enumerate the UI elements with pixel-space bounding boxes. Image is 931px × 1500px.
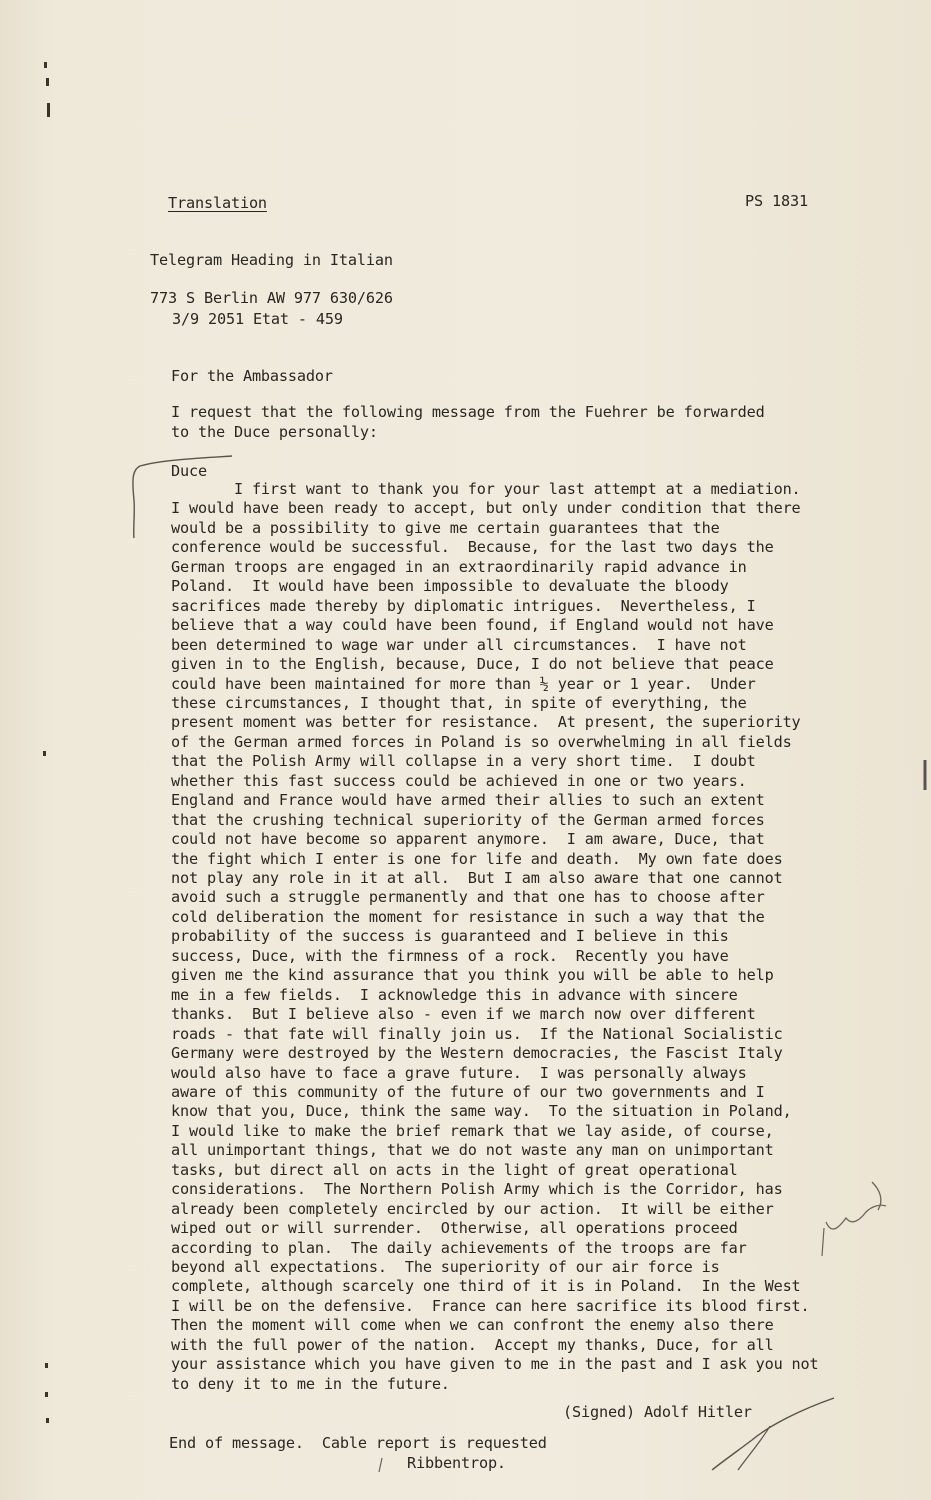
body-line: with the full power of the nation. Accept my thanks, Duce, for all — [171, 1335, 774, 1354]
signature-stroke-2 — [738, 1426, 770, 1470]
body-line: Poland. It would have been impossible to devaluate the bloody — [171, 577, 729, 596]
body-line: according to plan. The daily achievements of the troops are far — [171, 1238, 747, 1257]
body-line: German troops are engaged in an extraordinarily rapid advance in — [171, 557, 747, 576]
body-line: complete, although scarcely one third of it is in Poland. In the West — [171, 1277, 801, 1296]
margin-tick — [822, 1228, 824, 1256]
body-line: beyond all expectations. The superiority of our air force is — [171, 1258, 720, 1276]
body-line: present moment was better for resistance. At present, the superiority — [171, 713, 801, 732]
body-line: given me the kind assurance that you think you will be able to help — [171, 966, 774, 985]
body-line: probability of the success is guaranteed and I believe in this — [171, 927, 729, 946]
salutation: Duce — [171, 462, 207, 480]
body-line: could not have become so apparent anymore. I am aware, Duce, that — [171, 830, 765, 849]
telegram-line-2: 3/9 2051 Etat - 459 — [172, 310, 343, 328]
body-line: know that you, Duce, think the same way. To the situation in Poland, — [171, 1102, 792, 1121]
body-line: all unimportant things, that we do not waste any man on unimportant — [171, 1141, 774, 1160]
closing-line-2: Ribbentrop. — [407, 1454, 506, 1472]
body-line: been determined to wage war under all circumstances. I have not — [171, 635, 747, 654]
body-line: roads - that fate will finally join us. If the National Socialistic — [171, 1024, 783, 1043]
body-line: would be a possibility to give me certain guarantees that the — [171, 518, 720, 537]
body-line: Germany were destroyed by the Western democracies, the Fascist Italy — [171, 1044, 783, 1063]
body-line: these circumstances, I thought that, in spite of everything, the — [171, 693, 747, 712]
body-line: wiped out or will surrender. Otherwise, all operations proceed — [171, 1219, 738, 1238]
body-line: aware of this community of the future of our two governments and I — [171, 1082, 765, 1101]
closing-line-1: End of message. Cable report is requested — [169, 1434, 547, 1452]
body-line: sacrifices made thereby by diplomatic intrigues. Nevertheless, I — [171, 596, 756, 615]
body-line: cold deliberation the moment for resistance in such a way that the — [171, 907, 765, 926]
body-line: would also have to face a grave future. I was personally always — [171, 1063, 747, 1082]
body-line: conference would be successful. Because, for the last two days the — [171, 538, 774, 557]
body-line: that the Polish Army will collapse in a very short time. I doubt — [171, 752, 756, 771]
body-line: Then the moment will come when we can confront the enemy also there — [171, 1316, 774, 1335]
body-line: the fight which I enter is one for life and death. My own fate does — [171, 849, 783, 868]
body-line: of the German armed forces in Poland is so overwhelming in all fields — [171, 732, 792, 751]
body-line: tasks, but direct all on acts in the light of great operational — [171, 1160, 738, 1179]
body-line: avoid such a struggle permanently and that one has to choose after — [171, 888, 765, 907]
body-line: given in to the English, because, Duce, I do not believe that peace — [171, 655, 774, 674]
request-line-1: I request that the following message from the Fuehrer be forwarded — [171, 403, 765, 421]
body-line: whether this fast success could be achieved in one or two years. — [171, 771, 747, 790]
addressee: For the Ambassador — [171, 367, 333, 385]
body-line: success, Duce, with the firmness of a rock. Recently you have — [171, 946, 729, 965]
body-line: I would like to make the brief remark that we lay aside, of course, — [171, 1121, 774, 1140]
signature-stroke — [712, 1398, 834, 1470]
closing-tick — [379, 1458, 382, 1472]
body-line: England and France would have armed their allies to such an extent — [171, 791, 765, 810]
body-line: to deny it to me in the future. — [171, 1374, 450, 1393]
body-line: I will be on the defensive. France can here sacrifice its blood first. — [171, 1296, 810, 1315]
body-line: not play any role in it at all. But I am also aware that one cannot — [171, 869, 783, 887]
body-line: I first want to thank you for your last attempt at a mediation. — [171, 480, 801, 498]
body-line: I would have been ready to accept, but only under condition that there — [171, 499, 801, 518]
margin-scribble — [826, 1182, 886, 1229]
body-line: believe that a way could have been found, if England would not have — [171, 616, 774, 635]
translation-label: Translation — [168, 194, 267, 212]
body-line: considerations. The Northern Polish Army which is the Corridor, has — [171, 1180, 783, 1199]
body-line: me in a few fields. I acknowledge this in advance with sincere — [171, 985, 738, 1004]
signature-line: (Signed) Adolf Hitler — [563, 1403, 752, 1421]
telegram-heading: Telegram Heading in Italian — [150, 251, 393, 269]
telegram-line-1: 773 S Berlin AW 977 630/626 — [150, 289, 393, 307]
body-line: that the crushing technical superiority of the German armed forces — [171, 810, 765, 829]
salutation-bracket — [133, 456, 232, 538]
body-line: your assistance which you have given to me in the past and I ask you not — [171, 1355, 819, 1374]
body-line: could have been maintained for more than ½ year or 1 year. Under — [171, 674, 756, 693]
document-number: PS 1831 — [745, 192, 808, 210]
request-line-2: to the Duce personally: — [171, 423, 378, 441]
body-line: thanks. But I believe also - even if we march now over different — [171, 1005, 756, 1024]
body-line: already been completely encircled by our action. It will be either — [171, 1199, 774, 1218]
